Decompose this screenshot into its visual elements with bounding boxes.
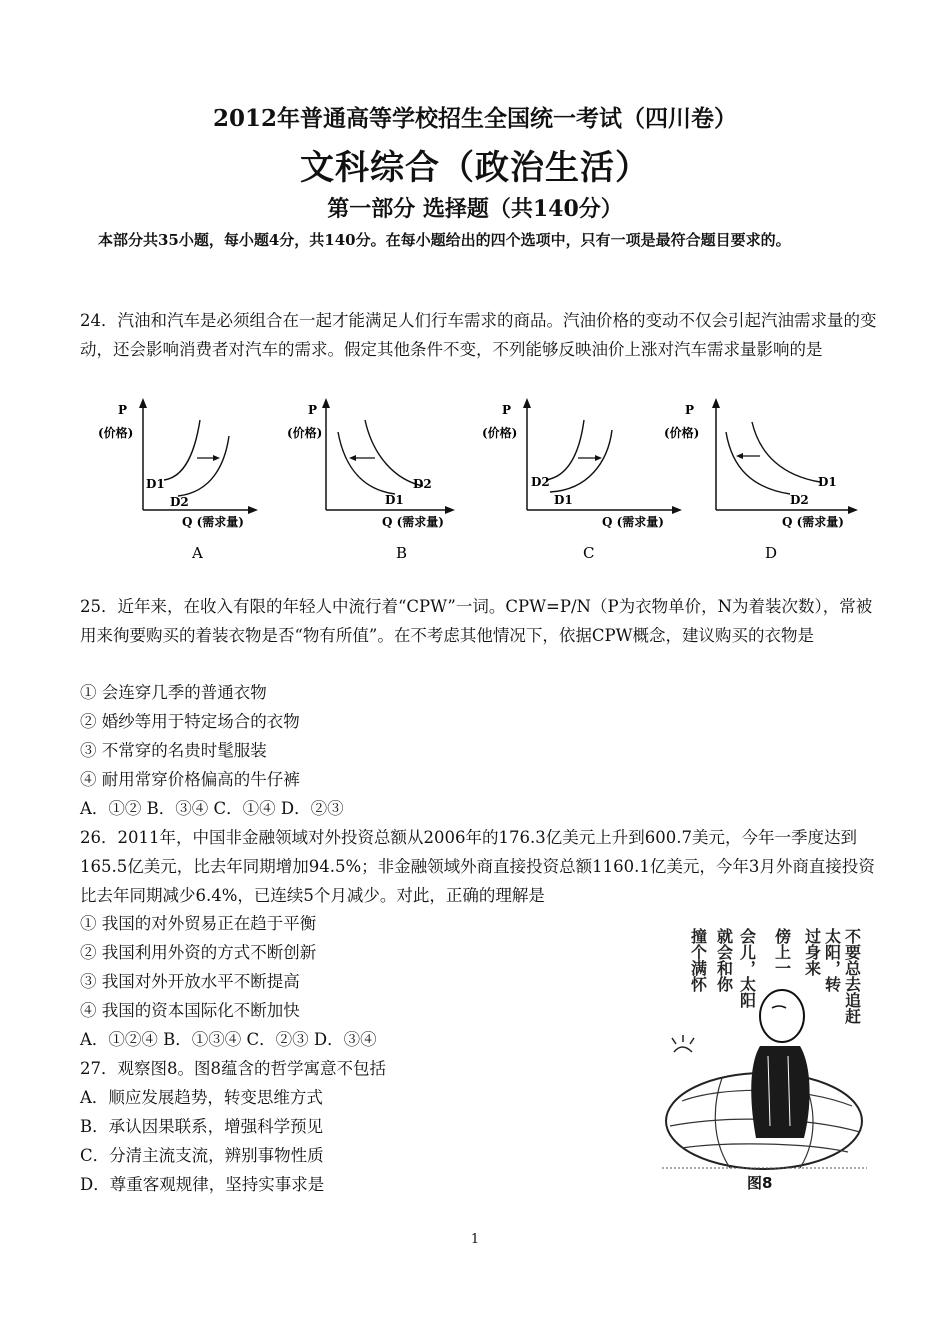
- hand-col-5: 会儿，太阳: [737, 928, 757, 1008]
- graph-d-d-left: D2: [790, 493, 809, 507]
- graph-d-d-right: D1: [818, 475, 837, 489]
- graph-a-q-label: Q (需求量): [182, 515, 244, 529]
- graph-b-curve-1: [338, 432, 395, 494]
- q26-option-1: ① 我国的对外贸易正在趋于平衡: [80, 914, 317, 933]
- graph-b-x-arrowhead: [445, 506, 455, 514]
- page-number: 1: [470, 1232, 480, 1247]
- hand-col-4: 傍上一: [772, 928, 792, 976]
- figure-8: [652, 906, 877, 1196]
- graph-d-p-unit: (价格): [664, 426, 700, 440]
- instructions: 本部分共35小题，每小题4分，共140分。在每小题给出的四个选项中，只有一项是最符合题目要求的。: [98, 231, 791, 249]
- graph-c-d-right: D1: [554, 493, 573, 507]
- graph-a-curve-1: [164, 420, 200, 480]
- graph-c-shift-arrowhead: [595, 455, 602, 461]
- graph-d-y-arrowhead: [712, 398, 720, 408]
- graph-a-x-arrowhead: [248, 506, 258, 514]
- q24-graphs: [80, 392, 880, 572]
- q25-option-4: ④ 耐用常穿价格偏高的牛仔裤: [80, 770, 300, 789]
- graph-a-p-label: P: [118, 403, 128, 417]
- q24-stem: 24．汽油和汽车是必须组合在一起才能满足人们行车需求的商品。汽油价格的变动不仅会引起汽油需求量的变动，还会影响消费者对汽车的需求。假定其他条件不变，不列能够反映油价上涨对汽车需求量影响的是: [80, 311, 877, 359]
- graph-d-x-arrowhead: [848, 506, 858, 514]
- q26-stem: 26．2011年，中国非金融领域对外投资总额从2006年的176.3亿美元上升到600.7美元，今年一季度达到165.5亿美元，比去年同期增加94.5%；非金融领域外商直接投资总额1160.1亿美元，今年3月外商直接投资比去年同期减少6.4%，已连续5个月减少。对此，正确的理解是: [80, 828, 875, 905]
- graph-b-p-unit: (价格): [287, 426, 323, 440]
- man-figure: [751, 990, 809, 1138]
- part-title: 第一部分 选择题（共140分）: [327, 196, 623, 222]
- graph-a-shift-arrowhead: [213, 455, 220, 461]
- graph-a: [98, 398, 258, 562]
- graph-a-d-right: D2: [170, 495, 189, 509]
- q27-option-d: D．尊重客观规律，坚持实事求是: [80, 1175, 325, 1194]
- q27-option-c: C．分清主流支流，辨别事物性质: [80, 1146, 324, 1165]
- graph-b-d-right: D2: [413, 477, 432, 491]
- q25-option-1: ① 会连穿几季的普通衣物: [80, 683, 267, 702]
- q25-stem: 25．近年来，在收入有限的年轻人中流行着“CPW”一词。CPW=P/N（P为衣物单价，N为着装次数），常被用来徇要购买的着装衣物是否“物有所值”。在不考虑其他情况下，依据CPW概念，建议购买的衣物是: [80, 597, 873, 645]
- q25-option-2: ② 婚纱等用于特定场合的衣物: [80, 712, 300, 731]
- q26-answers: A．①②④ B．①③④ C．②③ D．③④: [80, 1030, 377, 1049]
- hand-col-2: 太阳，转: [822, 928, 842, 992]
- graph-b-d-left: D1: [385, 493, 404, 507]
- sun-icon: [672, 1035, 694, 1052]
- figure-8-handwriting: [689, 927, 862, 1025]
- graph-b-p-label: P: [308, 403, 318, 417]
- q26-option-2: ② 我国利用外资的方式不断创新: [80, 943, 317, 962]
- subject-title: 文科综合（政治生活）: [300, 148, 650, 188]
- hand-col-6: 就会和你: [714, 928, 734, 992]
- graph-d-curve-1: [726, 432, 790, 494]
- q25-option-3: ③ 不常穿的名贵时髦服装: [80, 741, 267, 760]
- hand-col-7: 撞个满怀: [688, 928, 708, 992]
- graph-d: [664, 398, 858, 562]
- hand-col-3: 过身来: [802, 928, 822, 976]
- q26-option-3: ③ 我国对外开放水平不断提高: [80, 972, 300, 991]
- graph-d-q-label: Q (需求量): [782, 515, 844, 529]
- graph-c-curve-1: [546, 420, 584, 480]
- graph-b-y-arrowhead: [322, 398, 330, 408]
- graph-b-shift-arrowhead: [349, 455, 356, 461]
- graph-d-letter: D: [765, 544, 778, 562]
- graph-c-q-label: Q (需求量): [602, 515, 664, 529]
- graph-a-d-left: D1: [146, 477, 165, 491]
- graph-d-p-label: P: [685, 403, 695, 417]
- q26-option-4: ④ 我国的资本国际化不断加快: [80, 1001, 300, 1020]
- q25-answers: A．①② B．③④ C．①④ D．②③: [80, 799, 344, 818]
- graph-a-letter: A: [192, 544, 203, 562]
- graph-b: [287, 398, 455, 562]
- graph-c-p-label: P: [502, 403, 512, 417]
- figure-8-caption: 图8: [747, 1174, 773, 1192]
- graph-d-shift-arrowhead: [736, 453, 743, 459]
- graph-a-y-arrowhead: [139, 398, 147, 408]
- graph-b-letter: B: [396, 544, 408, 562]
- graph-a-p-unit: (价格): [98, 426, 134, 440]
- graph-c: [482, 398, 682, 562]
- graph-c-letter: C: [583, 544, 595, 562]
- q27-option-b: B．承认因果联系，增强科学预见: [80, 1117, 324, 1136]
- graph-c-y-arrowhead: [523, 398, 531, 408]
- graph-d-curve-2: [752, 422, 820, 482]
- graph-a-curve-2: [178, 436, 229, 496]
- graph-c-d-left: D2: [531, 475, 550, 489]
- graph-c-x-arrowhead: [672, 506, 682, 514]
- graph-b-q-label: Q (需求量): [382, 515, 444, 529]
- q27-stem: 27．观察图8。图8蕴含的哲学寓意不包括: [80, 1059, 386, 1078]
- hand-col-1: 不要总去追赶: [842, 928, 862, 1024]
- q27-option-a: A．顺应发展趋势，转变思维方式: [80, 1088, 323, 1107]
- exam-title: 2012年普通高等学校招生全国统一考试（四川卷）: [212, 105, 737, 132]
- graph-c-p-unit: (价格): [482, 426, 518, 440]
